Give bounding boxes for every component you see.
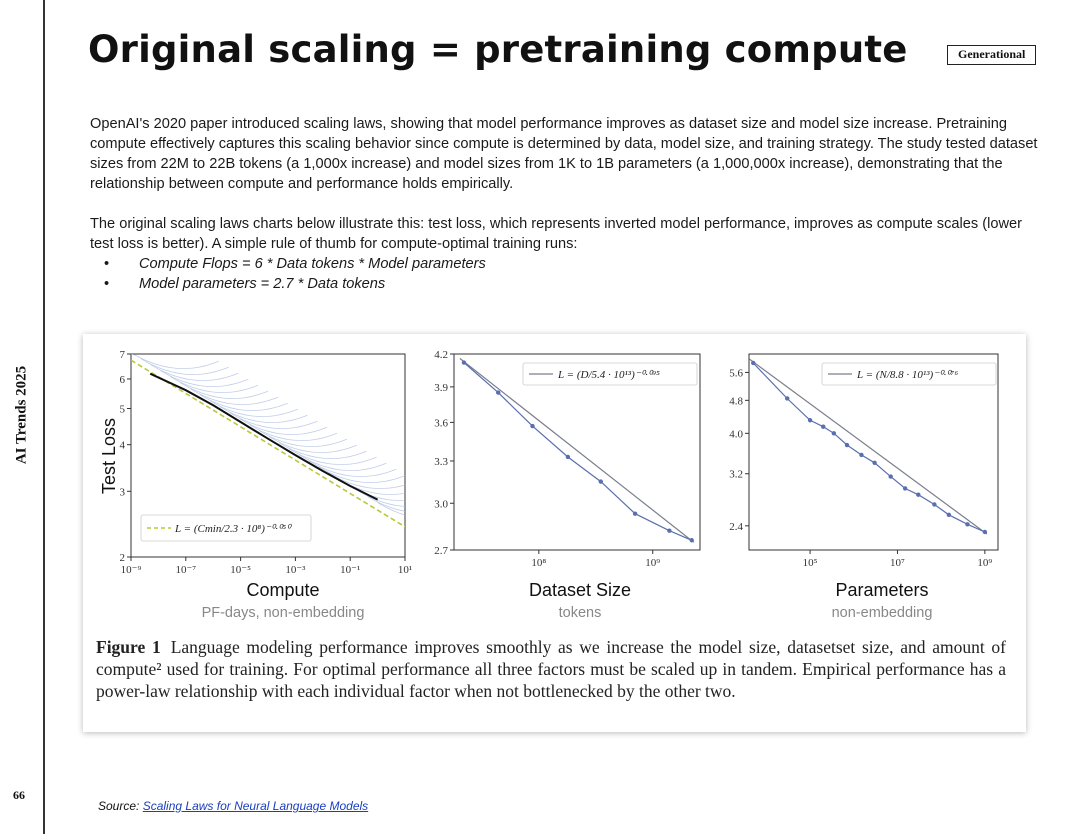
figure-caption-text: Language modeling performance improves smoothly as we increase the model size, datasetset size, and amount of compute² used for training. For optimal performance all three factors must be scaled up in tandem. Empirical performance has a power-law relationship with each individual factor when not bottlenecked by the other two. — [96, 637, 1006, 701]
x-tick-label: 10⁻⁵ — [230, 564, 251, 576]
y-axis-label: Test Loss — [99, 417, 119, 495]
x-tick-label: 10⁻⁹ — [120, 564, 142, 576]
x-axis-title: Dataset Size — [528, 580, 632, 600]
data-point — [845, 443, 849, 447]
chart-legend — [523, 363, 697, 385]
legend-label: L = (D/5.4 · 10¹³)⁻⁰·⁰⁹⁵ — [558, 369, 660, 381]
x-tick-label: 10⁷ — [890, 557, 905, 569]
y-tick-label: 3.3 — [434, 455, 448, 468]
x-axis-title: Compute — [246, 580, 320, 600]
x-tick-label: 10⁹ — [977, 557, 993, 569]
source-note — [98, 799, 368, 813]
data-point — [751, 361, 755, 365]
chart-panel-2 — [434, 349, 700, 621]
list-item: • Compute Flops = 6 * Data tokens * Model parameters — [90, 254, 1040, 274]
x-tick-label: 10¹ — [397, 564, 413, 576]
chart-panel-3 — [729, 354, 998, 621]
data-point — [916, 493, 920, 497]
figure-caption-label: Figure 1 — [96, 637, 161, 657]
source-prefix: Source: — [98, 799, 143, 813]
data-point — [832, 431, 836, 435]
data-point — [947, 513, 951, 517]
x-tick-label: 10⁸ — [531, 557, 547, 569]
chart-panel-1 — [99, 349, 465, 621]
y-tick-label: 2 — [119, 552, 125, 564]
chart-legend — [822, 363, 996, 385]
y-tick-label: 7 — [119, 349, 125, 361]
sidebar-rule — [43, 0, 45, 834]
scaling-charts — [83, 334, 1026, 634]
legend-label: L = (Cmin/2.3 · 10⁸)⁻⁰·⁰⁵⁰ — [175, 523, 291, 535]
source-link[interactable]: Scaling Laws for Neural Language Models — [142, 799, 369, 813]
data-point — [859, 453, 863, 457]
y-tick-label: 3.6 — [434, 417, 448, 430]
y-tick-label: 4.8 — [729, 395, 743, 408]
data-point — [667, 529, 671, 533]
data-point — [530, 424, 534, 428]
data-point — [599, 479, 603, 483]
category-tag: Generational — [947, 45, 1036, 65]
y-tick-label: 4 — [119, 439, 125, 452]
data-point — [496, 390, 500, 394]
y-tick-label: 4.2 — [434, 349, 448, 361]
data-point — [566, 455, 570, 459]
data-point — [785, 396, 789, 400]
data-point — [872, 461, 876, 465]
figure-card — [83, 334, 1026, 732]
chart-intro-paragraph: The original scaling laws charts below illustrate this: test loss, which represents inverted model performance, improves as compute scales (lower test loss is better). A simple rule of thumb for compute-optimal training runs: — [90, 216, 1022, 252]
y-tick-label: 6 — [119, 373, 125, 386]
chart-legend — [141, 515, 311, 541]
x-tick-label: 10⁹ — [645, 557, 661, 569]
y-tick-label: 2.4 — [729, 520, 743, 533]
y-tick-label: 3.9 — [434, 381, 448, 394]
x-axis-title: Parameters — [835, 580, 929, 600]
data-point — [903, 486, 907, 490]
y-tick-label: 3.0 — [434, 498, 448, 511]
y-tick-label: 5 — [119, 403, 125, 416]
list-item: • Model parameters = 2.7 * Data tokens — [90, 274, 1040, 294]
page-number: 66 — [13, 788, 25, 802]
data-point — [932, 502, 936, 506]
x-tick-label: 10⁻⁷ — [175, 564, 197, 576]
data-point — [808, 418, 812, 422]
page-title: Original scaling = pretraining compute — [88, 28, 908, 71]
body-text — [90, 114, 1040, 294]
data-point — [821, 424, 825, 428]
data-point — [633, 512, 637, 516]
data-point — [888, 474, 892, 478]
data-point — [462, 360, 466, 364]
y-tick-label: 4.0 — [729, 428, 743, 441]
sidebar-title: AI Trends 2025 — [13, 365, 30, 465]
figure-caption — [96, 636, 1006, 702]
x-tick-label: 10⁵ — [802, 557, 818, 569]
data-point — [983, 530, 987, 534]
x-tick-label: 10⁻³ — [285, 564, 306, 576]
data-point — [965, 522, 969, 526]
rule-of-thumb-list — [90, 254, 1040, 294]
y-tick-label: 2.7 — [434, 545, 448, 557]
x-axis-subtitle: non-embedding — [831, 605, 933, 621]
legend-label: L = (N/8.8 · 10¹³)⁻⁰·⁰⁷⁶ — [857, 369, 959, 381]
data-point — [690, 538, 694, 542]
x-axis-subtitle: PF-days, non-embedding — [201, 605, 365, 621]
y-tick-label: 3 — [119, 486, 125, 499]
y-tick-label: 5.6 — [729, 367, 743, 380]
y-tick-label: 3.2 — [729, 468, 743, 481]
intro-paragraph: OpenAI's 2020 paper introduced scaling laws, showing that model performance improves as dataset size and model size increase. Pretraining compute effectively captures this scaling behavior since compute is determined by data, model size, and training strategy. The study tested dataset sizes from 22M to 22B tokens (a 1,000x increase) and model sizes from 1K to 1B parameters (a 1,000,000x increase), demonstrating that the relationship between compute and performance holds empirically. — [90, 116, 1038, 192]
x-tick-label: 10⁻¹ — [340, 564, 361, 576]
x-axis-subtitle: tokens — [558, 605, 602, 621]
